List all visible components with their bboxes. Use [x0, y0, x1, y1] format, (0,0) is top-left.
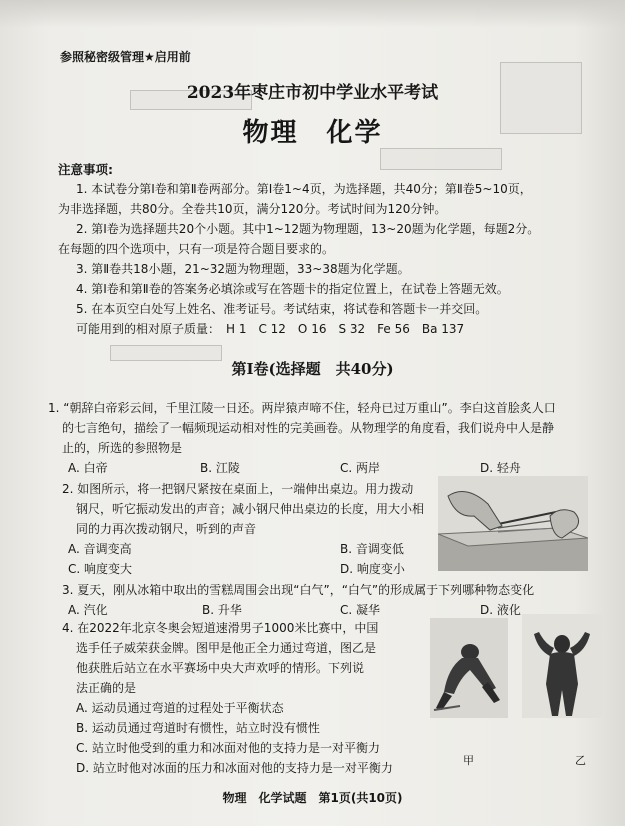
option-d: D. 站立时他对冰面的压力和冰面对他的支持力是一对平衡力 [76, 761, 393, 775]
notice-item: 5. 在本页空白处写上姓名、准考证号。考试结束，将试卷和答题卡一并交回。 [76, 302, 488, 316]
option-b: B. 音调变低 [340, 542, 404, 556]
question-text: 的七言绝句，描绘了一幅频现运动相对性的完美画卷。从物理学的角度看，我们说舟中人是静 [62, 421, 555, 435]
option-b: B. 江陵 [200, 461, 240, 475]
question-2 [62, 479, 442, 579]
option-row [48, 458, 600, 478]
question-text: 1. “朝辞白帝彩云间，千里江陵一日还。两岸猿声啼不住，轻舟已过万重山”。李白这首脍炙人口 [48, 401, 556, 415]
notice-list [58, 179, 598, 339]
section-title: 第Ⅰ卷(选择题 共40分) [231, 360, 394, 378]
steel-ruler-figure [438, 476, 588, 571]
question-text: 止的，所选的参照物是 [62, 441, 183, 455]
option-a: A. 运动员通过弯道的过程处于平衡状态 [76, 701, 284, 715]
page-footer: 物理 化学试题 第1页(共10页) [222, 791, 403, 805]
option-c: C. 凝华 [340, 603, 381, 617]
notice-item: 为非选择题，共80分。全卷共10页，满分120分。考试时间为120分钟。 [58, 202, 447, 216]
option-d: D. 响度变小 [340, 562, 405, 576]
question-text: 他获胜后站立在水平赛场中央大声欢呼的情形。下列说 [76, 661, 365, 675]
option-a: A. 汽化 [68, 603, 108, 617]
notice-item: 3. 第Ⅱ卷共18小题，21~32题为物理题，33~38题为化学题。 [76, 262, 410, 276]
option-a: A. 白帝 [68, 461, 108, 475]
secret-level-label: 参照秘密级管理★启用前 [60, 50, 191, 64]
option-row [62, 559, 442, 579]
notice-item: 4. 第Ⅰ卷和第Ⅱ卷的答案务必填涂或写在答题卡的指定位置上，在试卷上答题无效。 [76, 282, 509, 296]
notice-item: 在每题的四个选项中，只有一项是符合题目要求的。 [58, 242, 335, 256]
option-d: D. 轻舟 [480, 461, 521, 475]
atomic-mass-line: 可能用到的相对原子质量： H 1 C 12 O 16 S 32 Fe 56 Ba 137 [76, 322, 465, 336]
option-c: C. 响度变大 [68, 562, 133, 576]
question-text: 4. 在2022年北京冬奥会短道速滑男子1000米比赛中，中国 [62, 621, 379, 635]
option-d: D. 液化 [480, 603, 521, 617]
option-c: C. 两岸 [340, 461, 381, 475]
figure-label-yi: 乙 [575, 754, 586, 767]
notice-item: 2. 第Ⅰ卷为选择题共20个小题。其中1~12题为物理题，13~20题为化学题，每题2分。 [76, 222, 540, 236]
option-c: C. 站立时他受到的重力和冰面对他的支持力是一对平衡力 [76, 741, 381, 755]
page-top-shadow [0, 0, 625, 28]
notice-heading: 注意事项: [58, 162, 113, 177]
question-text: 3. 夏天，刚从冰箱中取出的雪糕周围会出现“白气”，“白气”的形成属于下列哪种物态变化 [62, 583, 535, 597]
question-text: 2. 如图所示，将一把钢尺紧按在桌面上，一端伸出桌边。用力拨动 [62, 482, 414, 496]
subject-title: 物理 化学 [242, 118, 383, 148]
skaters-figure [430, 614, 605, 749]
option-b: B. 运动员通过弯道时有惯性，站立时没有惯性 [76, 721, 320, 735]
question-text: 法正确的是 [76, 681, 137, 695]
question-4 [62, 618, 442, 778]
notice-item: 1. 本试卷分第Ⅰ卷和第Ⅱ卷两部分。第Ⅰ卷1~4页，为选择题，共40分；第Ⅱ卷5~10页， [76, 182, 532, 196]
bleed-through-box-2 [380, 148, 502, 170]
exam-title: 2023年枣庄市初中学业水平考试 [186, 83, 439, 103]
figure-label-jia: 甲 [463, 754, 474, 767]
question-text: 钢尺，听它振动发出的声音；减小钢尺伸出桌边的长度，用大小相 [76, 502, 425, 516]
option-row [62, 539, 442, 559]
option-b: B. 升华 [202, 603, 242, 617]
question-text: 选手任子威荣获金牌。图甲是他正全力通过弯道，图乙是 [76, 641, 377, 655]
question-1 [48, 398, 600, 478]
option-a: A. 音调变高 [68, 542, 132, 556]
question-text: 同的力再次拨动钢尺，听到的声音 [76, 522, 257, 536]
